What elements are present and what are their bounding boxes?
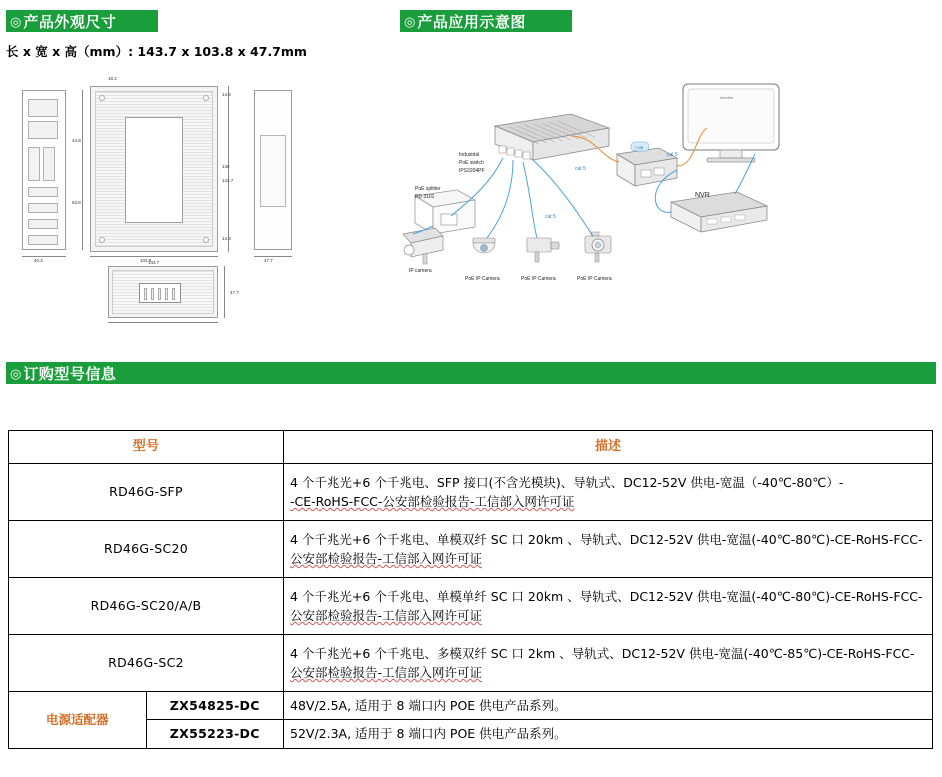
box-camera-icon (527, 238, 559, 262)
cell-model: RD46G-SC2 (9, 635, 284, 692)
section-header-application (400, 10, 572, 32)
section-header-ordering (6, 362, 936, 384)
description-line: -CE-RoHS-FCC-公安部检验报告-工信部入网许可证 (290, 494, 575, 509)
section-header-dimensions (6, 10, 158, 32)
section-title-ordering: 订购型号信息 (23, 364, 117, 383)
description-line: 公安部检验报告-工信部入网许可证 (290, 665, 483, 680)
dimension-label: 138 (222, 164, 230, 169)
description-line: 4 个千兆光+6 个千兆电、单模单纤 SC 口 20km 、导轨式、DC12-52V 供电-宽温(-40℃-80℃)-CE-RoHS-FCC- (290, 588, 923, 604)
description-line: 公安部检验报告-工信部入网许可证 (290, 608, 483, 623)
section-title-dimensions: 产品外观尺寸 (23, 12, 117, 31)
cell-adapter-model: ZX54825-DC (146, 692, 284, 720)
cell-description (284, 635, 933, 692)
diagram-label-poe-camera-3: PoE IP Camera (577, 276, 612, 282)
table-row-adapter (9, 720, 933, 748)
diagram-label-poe-camera-1: PoE IP Camera (465, 276, 500, 282)
svg-text:7 MB: 7 MB (634, 145, 644, 150)
dimension-label: 143.7 (222, 178, 234, 183)
table-header-model: 型号 (9, 431, 284, 464)
ordering-information-table (8, 430, 933, 749)
ip-camera-icon (403, 228, 443, 264)
product-dimension-drawing (8, 68, 388, 328)
description-line: 4 个千兆光+6 个千兆电、多模双纤 SC 口 2km 、导轨式、DC12-52V 供电-宽温(-40℃-85℃)-CE-RoHS-FCC- (290, 645, 915, 661)
dimension-label: 14.3 (222, 236, 231, 241)
nvr-icon (671, 192, 767, 232)
svg-text:monitor: monitor (720, 95, 734, 100)
table-row (9, 521, 933, 578)
dimension-label: 54.8 (72, 200, 81, 205)
diagram-label-splitter-line1: PoE splitter (415, 186, 441, 192)
cell-adapter-model: ZX55223-DC (146, 720, 284, 748)
dimension-label: 47.7 (230, 290, 239, 295)
description-line: 4 个千兆光+6 个千兆电、单模双纤 SC 口 20km 、导轨式、DC12-52V 供电-宽温(-40℃-80℃)-CE-RoHS-FCC- (290, 531, 923, 547)
cell-description (284, 464, 933, 521)
application-topology-diagram (395, 66, 935, 316)
dimension-subtitle: 长 x 宽 x 高（mm）: 143.7 x 103.8 x 47.7mm (6, 44, 307, 59)
diagram-label-switch-model: IPS3204PF (459, 168, 485, 174)
cell-model: RD46G-SC20 (9, 521, 284, 578)
dimension-label: 40.3 (34, 258, 43, 263)
cell-adapter-description: 52V/2.3A, 适用于 8 端口内 POE 供电产品系列。 (284, 720, 933, 748)
cell-adapter-label: 电源适配器 (9, 692, 147, 749)
diagram-label-nvr: NVR (695, 192, 710, 199)
dome-camera-icon (473, 238, 495, 253)
table-header-row (9, 431, 933, 464)
table-header-description: 描述 (284, 431, 933, 464)
monitor-icon (683, 84, 779, 162)
diagram-label-cat5-a: cat 5 (575, 166, 586, 172)
drawing-main-view (90, 86, 218, 252)
dslr-camera-icon (585, 232, 611, 262)
description-line: 4 个千兆光+6 个千兆电、SFP 接口(不含光模块)、导轨式、DC12-52V 供电-宽温（-40℃-80℃）- (290, 474, 844, 490)
section-title-application: 产品应用示意图 (417, 12, 526, 31)
dimension-label: 103.8 (140, 258, 152, 263)
diagram-label-cat5-b: cat 5 (667, 152, 678, 158)
table-row (9, 635, 933, 692)
dimension-label: 18.2 (108, 76, 117, 81)
cell-model: RD46G-SC20/A/B (9, 578, 284, 635)
drawing-front-view (22, 90, 66, 250)
diagram-label-ip-camera: IP camera (409, 268, 432, 274)
description-line: 公安部检验报告-工信部入网许可证 (290, 551, 483, 566)
table-row (9, 464, 933, 521)
cell-description (284, 578, 933, 635)
bullet-icon: ◎ (404, 13, 416, 29)
diagram-label-switch-line1: Industrial (459, 152, 480, 158)
cell-model: RD46G-SFP (9, 464, 284, 521)
diagram-label-switch-line2: PoE switch (459, 160, 484, 166)
terminal-connector (139, 283, 181, 303)
dimension-label: 47.7 (264, 258, 273, 263)
dimension-label: 143.7 (148, 260, 160, 265)
bullet-icon: ◎ (10, 365, 22, 381)
cell-adapter-description: 48V/2.5A, 适用于 8 端口内 POE 供电产品系列。 (284, 692, 933, 720)
bullet-icon: ◎ (10, 13, 22, 29)
wifi-badge-icon (631, 142, 649, 151)
diagram-label-cat5-c: cat 5 (545, 214, 556, 220)
table-row (9, 578, 933, 635)
drawing-bottom-view (108, 266, 218, 318)
poe-switch-icon (495, 114, 609, 160)
drawing-side-view (254, 90, 292, 250)
table-row-adapter (9, 692, 933, 720)
diagram-label-splitter-line2: PD 3101 (415, 194, 435, 200)
dimension-label: 44.8 (72, 138, 81, 143)
dimension-label: 14.5 (222, 92, 231, 97)
diagram-label-poe-camera-2: PoE IP Camera (521, 276, 556, 282)
cell-description (284, 521, 933, 578)
